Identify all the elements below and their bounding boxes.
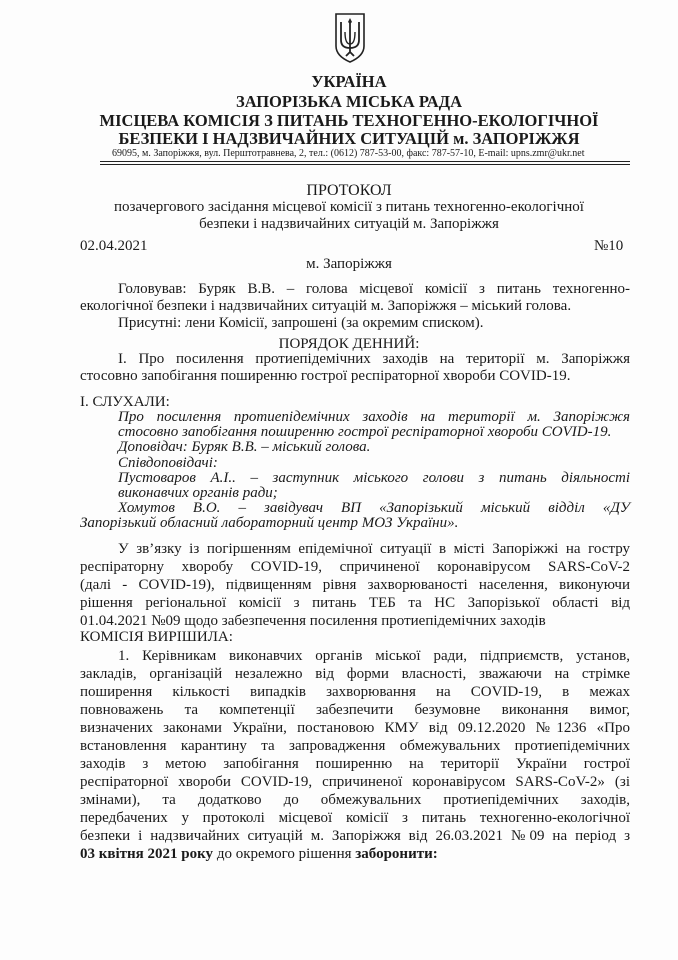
chair-line2: екологічної безпеки і надзвичайних ситуацій м. Запоріжжя – міський голова.	[80, 298, 572, 314]
body-p2-line10: передбачених у протоколі місцевої комісії з питань техногенно-екологічної	[80, 810, 630, 826]
body-p2-line11: безпеки і надзвичайних ситуацій м. Запоріжжя від 26.03.2021 №09 на період з	[80, 828, 630, 844]
document-title: ПРОТОКОЛ	[306, 182, 392, 199]
document-subtitle-line1: позачергового засідання місцевої комісії з питань техногенно-екологічної	[114, 199, 584, 215]
body-p1-line1: У зв’язку із погіршенням епідемічної ситуації в місті Запоріжжі на гостру	[118, 541, 630, 557]
heard-cospeaker2-line2: Запорізький обласний лабораторний центр МОЗ України».	[80, 515, 459, 531]
agenda-line2: стосовно запобігання поширенню гострої респіраторної хвороби COVID-19.	[80, 368, 571, 384]
header-divider-thin	[100, 164, 630, 165]
body-p1-line5: 01.04.2021 №09 щодо забезпечення посилення протиепідемічних заходів	[80, 613, 546, 629]
body-p2-line5: визначених законами України, постановою КМУ від 09.12.2020 №1236 «Про	[80, 720, 630, 736]
heard-speaker: Доповідач: Буряк В.В. – міський голова.	[118, 439, 371, 455]
document-number: №10	[594, 238, 624, 254]
body-p2-line7: заходів з метою запобігання поширенню на території України гострої	[80, 756, 630, 772]
heard-line1: Про посилення протиепідемічних заходів на території м. Запоріжжя	[118, 409, 630, 425]
heard-cospeaker1-line2: виконавчих органів ради;	[118, 485, 278, 501]
body-p2-line1: 1. Керівникам виконавчих органів міської ради, підприємств, установ,	[118, 648, 630, 664]
agenda-line1: І. Про посилення протиепідемічних заходів на території м. Запоріжжя	[118, 351, 630, 367]
body-p2-line3: поширення кількості випадків захворювання на COVID-19, в межах	[80, 684, 630, 700]
heard-cospeaker2-line1: Хомутов В.О. – завідувач ВП «Запорізький міський відділ «ДУ	[118, 500, 630, 516]
agenda-heading: ПОРЯДОК ДЕННИЙ:	[278, 336, 420, 352]
header-commission-line1: МІСЦЕВА КОМІСІЯ З ПИТАНЬ ТЕХНОГЕННО-ЕКОЛОГІЧНОЇ	[99, 111, 599, 130]
period-middle-text: до окремого рішення	[213, 846, 356, 862]
chair-line1: Головував: Буряк В.В. – голова місцевої комісії з питань техногенно-	[118, 281, 630, 297]
period-start-date: 03 квітня 2021 року	[80, 846, 214, 862]
heard-line2: стосовно запобігання поширенню гострої респіраторної хвороби COVID-19.	[118, 424, 612, 440]
decided-heading: КОМІСІЯ ВИРІШИЛА:	[80, 629, 233, 645]
heard-cospeaker1-line1: Пустоваров А.І.. – заступник міського голови з питань діяльності	[118, 470, 630, 486]
header-address: 69095, м. Запоріжжя, вул. Перштотравнева, 2, тел.: (0612) 787-53-00, факс: 787-57-10, E-mail: upns.zmr@ukr.net	[112, 148, 585, 159]
body-p2-line8: респіраторної хвороби COVID-19, спричиненої коронавірусом SARS-CoV-2» (зі	[80, 774, 630, 790]
body-p1-line4: рішення регіональної комісії з питань ТЕБ та НС Запорізької області від	[80, 595, 630, 611]
body-p2-line12	[80, 846, 438, 863]
document-subtitle-line2: безпеки і надзвичайних ситуацій м. Запоріжжя	[199, 216, 499, 232]
body-p2-line2: закладів, організацій незалежно від форми власності, зважаючи на стрімке	[80, 666, 630, 682]
body-p2-line6: встановлення карантину та запровадження обмежувальних протиепідемічних	[80, 738, 630, 754]
header-council: ЗАПОРІЗЬКА МІСЬКА РАДА	[236, 92, 462, 111]
heard-heading: І. СЛУХАЛИ:	[80, 394, 170, 410]
header-country: УКРАЇНА	[311, 72, 387, 91]
body-p1-line3: (далі - COVID-19), підвищенням рівня захворюваності населення, виконуючи	[80, 577, 630, 593]
document-city: м. Запоріжжя	[306, 256, 392, 272]
document-date: 02.04.2021	[80, 238, 148, 254]
heard-cospeakers: Співдоповідачі:	[118, 455, 218, 471]
body-p2-line4: повноважень та компетенції забезпечити безумовне виконання вимог,	[80, 702, 630, 718]
present-line: Присутні: лени Комісії, запрошені (за окремим списком).	[118, 315, 484, 331]
body-p2-line9: змінами), та додатково до обмежувальних протиепідемічних заходів,	[80, 792, 630, 808]
trident-icon	[334, 12, 366, 64]
header-divider	[100, 161, 630, 162]
header-commission-line2: БЕЗПЕКИ І НАДЗВИЧАЙНИХ СИТУАЦІЙ м. ЗАПОРІЖЖЯ	[118, 129, 580, 148]
body-p1-line2: респіраторну хворобу COVID-19, спричиненої коронавірусом SARS-CoV-2	[80, 559, 630, 575]
prohibit-keyword: заборонити:	[355, 846, 438, 862]
